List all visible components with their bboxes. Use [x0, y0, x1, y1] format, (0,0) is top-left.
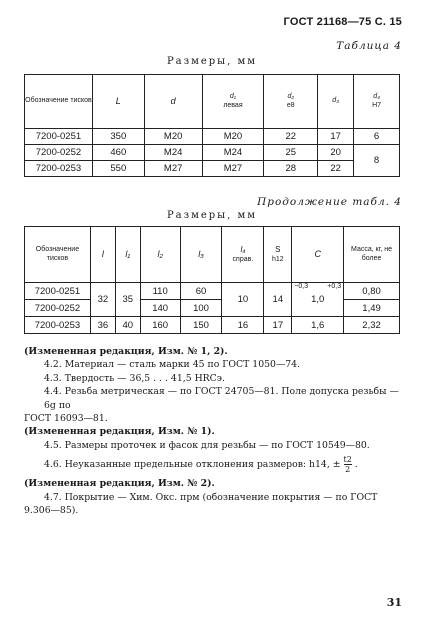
table-row [25, 283, 400, 300]
clause-4-7: 4.7. Покрытие — Хим. Окс. прм (обозначение покрытия — по ГОСТ [44, 491, 378, 503]
col-C: C [292, 227, 344, 283]
clause-4-7-cont: 9.306—85). [24, 505, 79, 517]
cell-l: 36 [90, 317, 115, 334]
cell-d2: 22 [264, 129, 318, 145]
cell-d4: 8 [354, 145, 400, 177]
cell-l1: 35 [115, 283, 140, 317]
col-l3: l₃ [180, 227, 222, 283]
cell-mass: 1,49 [344, 300, 400, 317]
cell-d1: M27 [202, 161, 264, 177]
cell-designation: 7200-0252 [25, 145, 93, 161]
amendment-note: (Измененная редакция, Изм. № 1, 2). [24, 346, 228, 357]
cell-l2: 140 [140, 300, 180, 317]
cell-d: M27 [144, 161, 202, 177]
cell-l3: 150 [180, 317, 222, 334]
col-d: d [144, 75, 202, 129]
cell-d2: 28 [264, 161, 318, 177]
body-text [24, 345, 400, 517]
col-d1: d₁ левая [202, 75, 264, 129]
amendment-note: (Измененная редакция, Изм. № 1). [24, 426, 215, 438]
col-d4: d₄ H7 [354, 75, 400, 129]
table-row [25, 317, 400, 334]
col-designation: Обозначение тисков [25, 75, 93, 129]
cell-d: M24 [144, 145, 202, 161]
cell-designation: 7200-0251 [25, 129, 93, 145]
cell-d4: 6 [354, 129, 400, 145]
clause-4-2: 4.2. Материал — сталь марки 45 по ГОСТ 1050—74. [44, 359, 301, 371]
tolerance-minus: −0,3 [294, 283, 309, 290]
col-mass: Масса, кг, не более [344, 227, 400, 283]
cell-d3: 17 [318, 129, 354, 145]
cell-mass: 0,80 [344, 283, 400, 300]
cell-L: 460 [92, 145, 144, 161]
col-l: l [90, 227, 115, 283]
table-row [25, 145, 400, 161]
table-header-row [25, 227, 400, 283]
cell-l1: 40 [115, 317, 140, 334]
col-designation: Обозначение тисков [25, 227, 91, 283]
cell-d1: M24 [202, 145, 264, 161]
col-l4: l₄ справ. [222, 227, 264, 283]
table-row [25, 161, 400, 177]
cell-l3: 60 [180, 283, 222, 300]
cell-designation: 7200-0253 [25, 317, 91, 334]
cell-mass: 2,32 [344, 317, 400, 334]
cell-L: 350 [92, 129, 144, 145]
cell-d2: 25 [264, 145, 318, 161]
page-header: ГОСТ 21168—75 С. 15 [283, 16, 402, 28]
clause-4-5: 4.5. Размеры проточек и фасок для резьбы — по ГОСТ 10549—80. [44, 439, 370, 451]
col-l2: l₂ [140, 227, 180, 283]
clause-4-6: 4.6. Неуказанные предельные отклонения размеров: h14, ± $\frac{t2}{2}$ . [44, 455, 358, 475]
cell-designation: 7200-0253 [25, 161, 93, 177]
table-4-continuation [24, 226, 400, 334]
cell-l3: 100 [180, 300, 222, 317]
cell-d3: 22 [318, 161, 354, 177]
table-subtitle: Размеры, мм [166, 210, 258, 221]
table-row [25, 129, 400, 145]
table-subtitle: Размеры, мм [166, 56, 258, 67]
cell-designation: 7200-0251 [25, 283, 91, 300]
col-l1: l₁ [115, 227, 140, 283]
table-4 [24, 74, 400, 177]
amendment-note: (Измененная редакция, Изм. № 2). [24, 478, 215, 490]
cell-d3: 20 [318, 145, 354, 161]
cell-L: 550 [92, 161, 144, 177]
cell-S: 14 [264, 283, 292, 317]
table-continuation-caption: Продолжение табл. 4 [257, 196, 402, 208]
clause-4-4: 4.4. Резьба метрическая — по ГОСТ 24705—81. Поле допуска резьбы — 6g по [44, 386, 399, 411]
col-S: S h12 [264, 227, 292, 283]
cell-l2: 160 [140, 317, 180, 334]
cell-designation: 7200-0252 [25, 300, 91, 317]
cell-d: M20 [144, 129, 202, 145]
cell-S: 17 [264, 317, 292, 334]
cell-C: 1,6 [292, 317, 344, 334]
col-d2: d₂ e8 [264, 75, 318, 129]
clause-4-3: 4.3. Твердость — 36,5 . . . 41,5 HRCэ. [44, 372, 225, 384]
table-header-row [25, 75, 400, 129]
tolerance-fraction: $\frac{t2}{2}$ [343, 455, 352, 475]
page-number: 31 [386, 596, 402, 609]
table-caption: Таблица 4 [336, 40, 402, 52]
col-d3: d₃ [318, 75, 354, 129]
clause-4-4-cont: ГОСТ 16093—81. [24, 413, 108, 425]
cell-l4: 10 [222, 283, 264, 317]
col-L: L [92, 75, 144, 129]
tolerance-plus: +0,3 [327, 283, 342, 290]
cell-l: 32 [90, 283, 115, 317]
cell-l4: 16 [222, 317, 264, 334]
cell-l2: 110 [140, 283, 180, 300]
cell-C: −0,3 1,0 +0,3 [292, 283, 344, 317]
cell-d1: M20 [202, 129, 264, 145]
